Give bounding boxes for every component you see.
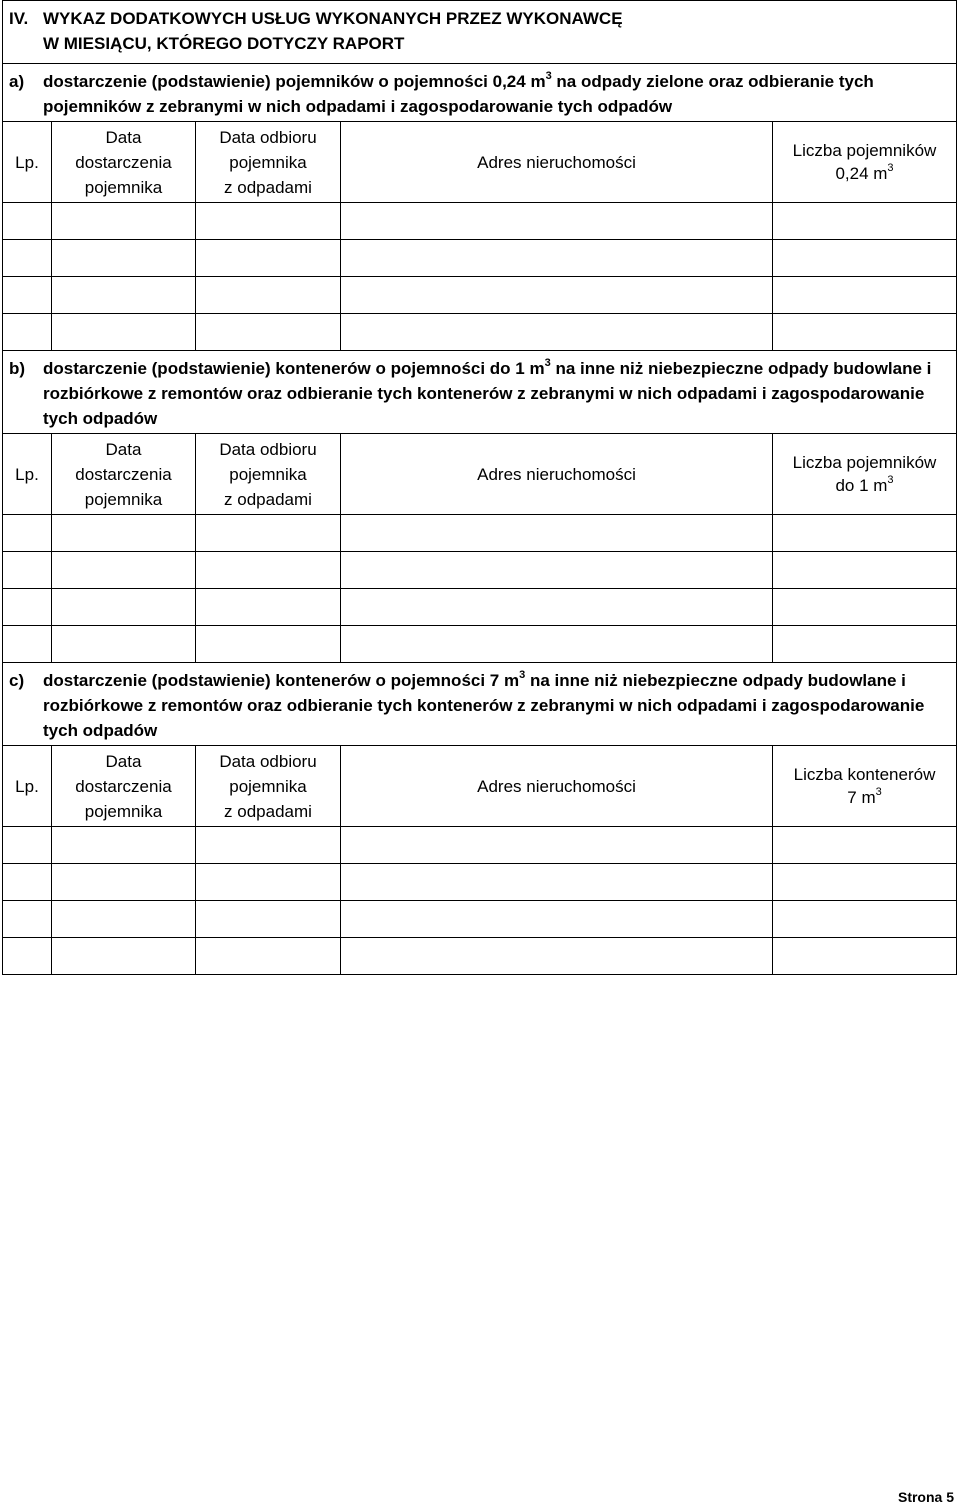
- table-c-description-cell: [3, 663, 957, 746]
- table-b-cell[interactable]: [341, 515, 773, 552]
- table-row: [3, 938, 957, 975]
- table-b-header-delivery-date: Data dostarczenia pojemnika: [52, 434, 196, 515]
- table-a-cell[interactable]: [773, 240, 957, 277]
- section-title-cell: [3, 1, 957, 64]
- table-c-cell[interactable]: [341, 864, 773, 901]
- table-a-cell[interactable]: [3, 240, 52, 277]
- table-a-cell[interactable]: [196, 240, 341, 277]
- table-c-header-count: Liczba kontenerów 7 $m^3$: [773, 746, 957, 827]
- table-a-cell[interactable]: [773, 314, 957, 351]
- table-c-cell[interactable]: [773, 938, 957, 975]
- table-b-cell[interactable]: [3, 552, 52, 589]
- table-row: [3, 864, 957, 901]
- table-c-header-delivery-date: Data dostarczenia pojemnika: [52, 746, 196, 827]
- table-c-cell[interactable]: [3, 864, 52, 901]
- table-b-cell[interactable]: [773, 515, 957, 552]
- table-c-cell[interactable]: [196, 938, 341, 975]
- table-b-cell[interactable]: [773, 552, 957, 589]
- table-b-cell[interactable]: [196, 589, 341, 626]
- table-a-cell[interactable]: [341, 203, 773, 240]
- table-b-cell[interactable]: [341, 552, 773, 589]
- table-row: [3, 626, 957, 663]
- table-b-header-address: Adres nieruchomości: [341, 434, 773, 515]
- table-row: [3, 314, 957, 351]
- table-a-cell[interactable]: [3, 314, 52, 351]
- table-row: [3, 901, 957, 938]
- table-c-cell[interactable]: [52, 827, 196, 864]
- table-a-cell[interactable]: [341, 314, 773, 351]
- table-c-header-lp: Lp.: [3, 746, 52, 827]
- table-a-cell[interactable]: [3, 203, 52, 240]
- table-b-cell[interactable]: [341, 626, 773, 663]
- table-a-cell[interactable]: [196, 277, 341, 314]
- table-b-cell[interactable]: [773, 626, 957, 663]
- table-c-cell[interactable]: [3, 938, 52, 975]
- table-b-cell[interactable]: [52, 552, 196, 589]
- table-b-header-lp: Lp.: [3, 434, 52, 515]
- table-row: [3, 515, 957, 552]
- table-b-cell[interactable]: [196, 626, 341, 663]
- table-b-description-cell: [3, 351, 957, 434]
- section-title: [43, 6, 956, 56]
- table-b-cell[interactable]: [3, 589, 52, 626]
- table-c-cell[interactable]: [52, 938, 196, 975]
- table-c-cell[interactable]: [773, 901, 957, 938]
- table-c-header-address: Adres nieruchomości: [341, 746, 773, 827]
- table-a-cell[interactable]: [341, 277, 773, 314]
- table-c-cell[interactable]: [341, 901, 773, 938]
- table-c-letter: c): [9, 671, 25, 690]
- table-b-cell[interactable]: [3, 515, 52, 552]
- table-row: [3, 277, 957, 314]
- table-a-header-address: Adres nieruchomości: [341, 122, 773, 203]
- table-c-cell[interactable]: [196, 864, 341, 901]
- section-title-line1: WYKAZ DODATKOWYCH USŁUG WYKONANYCH PRZEZ WYKONAWCĘ: [43, 9, 623, 28]
- table-c-cell[interactable]: [3, 901, 52, 938]
- table-b-header-count: Liczba pojemników do 1 $m^3$: [773, 434, 957, 515]
- table-b-description: dostarczenie (podstawienie) kontenerów o pojemności do 1 $m^3$ na inne niż niebezpieczne odpady budowlane i rozbiórkowe z remontów oraz odbieranie tych kontenerów z zebranymi w nich odpadami i zagospodarowanie tych odpadów: [43, 357, 932, 428]
- table-row: [3, 552, 957, 589]
- table-b-cell[interactable]: [52, 589, 196, 626]
- table-b-cell[interactable]: [196, 552, 341, 589]
- table-b-cell[interactable]: [196, 515, 341, 552]
- table-c-cell[interactable]: [3, 827, 52, 864]
- table-a-cell[interactable]: [52, 240, 196, 277]
- table-row: [3, 827, 957, 864]
- table-c-cell[interactable]: [773, 827, 957, 864]
- table-a-cell[interactable]: [196, 203, 341, 240]
- table-a-cell[interactable]: [341, 240, 773, 277]
- table-b-header-row: [3, 434, 957, 515]
- table-b-cell[interactable]: [3, 626, 52, 663]
- table-a-header-delivery-date: Data dostarczenia pojemnika: [52, 122, 196, 203]
- table-row: [3, 203, 957, 240]
- page-number: Strona 5: [897, 1489, 954, 1505]
- table-a-header-count: Liczba pojemników 0,24 $m^3$: [773, 122, 957, 203]
- table-c-cell[interactable]: [341, 827, 773, 864]
- section-number: IV.: [9, 9, 29, 28]
- table-a-header-row: [3, 122, 957, 203]
- table-a-description: dostarczenie (podstawienie) pojemników o pojemności 0,24 $m^3$ na odpady zielone oraz odbieranie tych pojemników z zebranymi w nich odpadami i zagospodarowanie tych odpadów: [43, 70, 874, 116]
- table-b-cell[interactable]: [773, 589, 957, 626]
- table-c-cell[interactable]: [52, 901, 196, 938]
- table-b-header-pickup-date: Data odbioru pojemnika z odpadami: [196, 434, 341, 515]
- table-a-cell[interactable]: [3, 277, 52, 314]
- table-a-description-cell: [3, 64, 957, 122]
- table-a-letter: a): [9, 72, 25, 91]
- table-a-cell[interactable]: [773, 203, 957, 240]
- table-a-cell[interactable]: [52, 314, 196, 351]
- table-c-cell[interactable]: [341, 938, 773, 975]
- table-b-letter: b): [9, 359, 26, 378]
- table-b-cell[interactable]: [52, 515, 196, 552]
- table-a-header-pickup-date: Data odbioru pojemnika z odpadami: [196, 122, 341, 203]
- table-a-cell[interactable]: [52, 203, 196, 240]
- section-title-line2: W MIESIĄCU, KTÓREGO DOTYCZY RAPORT: [43, 34, 405, 53]
- table-row: [3, 589, 957, 626]
- table-b-cell[interactable]: [341, 589, 773, 626]
- table-c-header-pickup-date: Data odbioru pojemnika z odpadami: [196, 746, 341, 827]
- services-form-table: [2, 0, 957, 975]
- table-c-cell[interactable]: [196, 827, 341, 864]
- table-c-cell[interactable]: [773, 864, 957, 901]
- table-c-cell[interactable]: [52, 864, 196, 901]
- table-c-header-row: [3, 746, 957, 827]
- table-row: [3, 240, 957, 277]
- table-c-description: dostarczenie (podstawienie) kontenerów o pojemności 7 $m^3$ na inne niż niebezpieczne odpady budowlane i rozbiórkowe z remontów oraz odbieranie tych kontenerów z zebranymi w nich odpadami i zagospodarowanie tych odpadów: [43, 669, 925, 740]
- table-b-cell[interactable]: [52, 626, 196, 663]
- table-a-cell[interactable]: [196, 314, 341, 351]
- table-a-cell[interactable]: [52, 277, 196, 314]
- table-a-cell[interactable]: [773, 277, 957, 314]
- table-a-header-lp: Lp.: [3, 122, 52, 203]
- table-c-cell[interactable]: [196, 901, 341, 938]
